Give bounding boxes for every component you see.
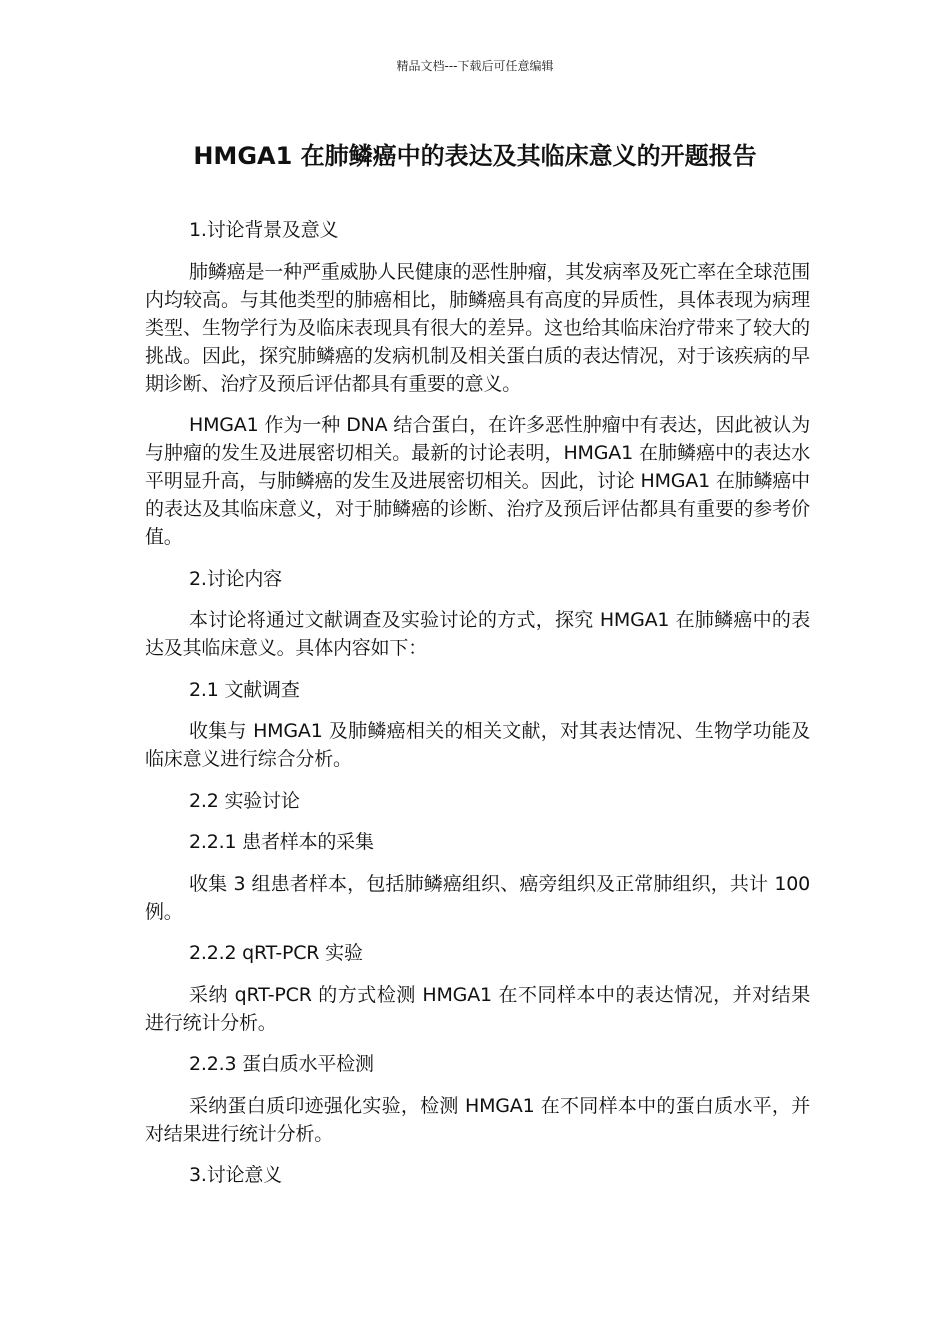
subheading-experiment: 2.2 实验讨论 — [189, 789, 300, 812]
paragraph-content-intro: 本讨论将通过文献调查及实验讨论的方式，探究 HMGA1 在肺鳞癌中的表达及其临床意义。具体内容如下： — [145, 609, 810, 659]
subheading-protein-detection: 2.2.3 蛋白质水平检测 — [189, 1053, 374, 1075]
subheading-qrt-pcr: 2.2.2 qRT-PCR 实验 — [189, 942, 363, 964]
section-heading-background: 1.讨论背景及意义 — [189, 219, 339, 241]
subheading-sample-collection: 2.2.1 患者样本的采集 — [189, 831, 374, 853]
paragraph-qrt-pcr: 采纳 qRT-PCR 的方式检测 HMGA1 在不同样本中的表达情况，并对结果进行统计分析。 — [145, 983, 810, 1034]
document-body — [145, 216, 810, 1203]
section-heading-content: 2.讨论内容 — [189, 567, 282, 590]
subheading-literature: 2.1 文献调查 — [189, 678, 300, 701]
paragraph-literature: 收集与 HMGA1 及肺鳞癌相关的相关文献，对其表达情况、生物学功能及临床意义进行综合分析。 — [145, 720, 810, 770]
paragraph-sample-collection: 收集 3 组患者样本，包括肺鳞癌组织、癌旁组织及正常肺组织，共计 100 例。 — [145, 872, 810, 923]
paragraph-background-2: HMGA1 作为一种 DNA 结合蛋白，在许多恶性肿瘤中有表达，因此被认为与肿瘤的发生及进展密切相关。最新的讨论表明，HMGA1 在肺鳞癌中的表达水平明显升高，与肺鳞癌的发生及进展密切相关。因此，讨论 HMGA1 在肺鳞癌中的表达及其临床意义，对于肺鳞癌的诊断、治疗及预后评估都具有重要的参考价值。 — [145, 414, 810, 548]
paragraph-background-1: 肺鳞癌是一种严重威胁人民健康的恶性肿瘤，其发病率及死亡率在全球范围内均较高。与其他类型的肺癌相比，肺鳞癌具有高度的异质性，具体表现为病理类型、生物学行为及临床表现具有很大的差异。这也给其临床治疗带来了较大的挑战。因此，探究肺鳞癌的发病机制及相关蛋白质的表达情况，对于该疾病的早期诊断、治疗及预后评估都具有重要的意义。 — [145, 260, 810, 395]
section-heading-significance: 3.讨论意义 — [189, 1164, 282, 1186]
header-note: 精品文档---下载后可任意编辑 — [396, 59, 554, 73]
paragraph-protein-detection: 采纳蛋白质印迹强化实验，检测 HMGA1 在不同样本中的蛋白质水平，并对结果进行统计分析。 — [145, 1094, 810, 1145]
document-title: HMGA1 在肺鳞癌中的表达及其临床意义的开题报告 — [193, 142, 757, 170]
